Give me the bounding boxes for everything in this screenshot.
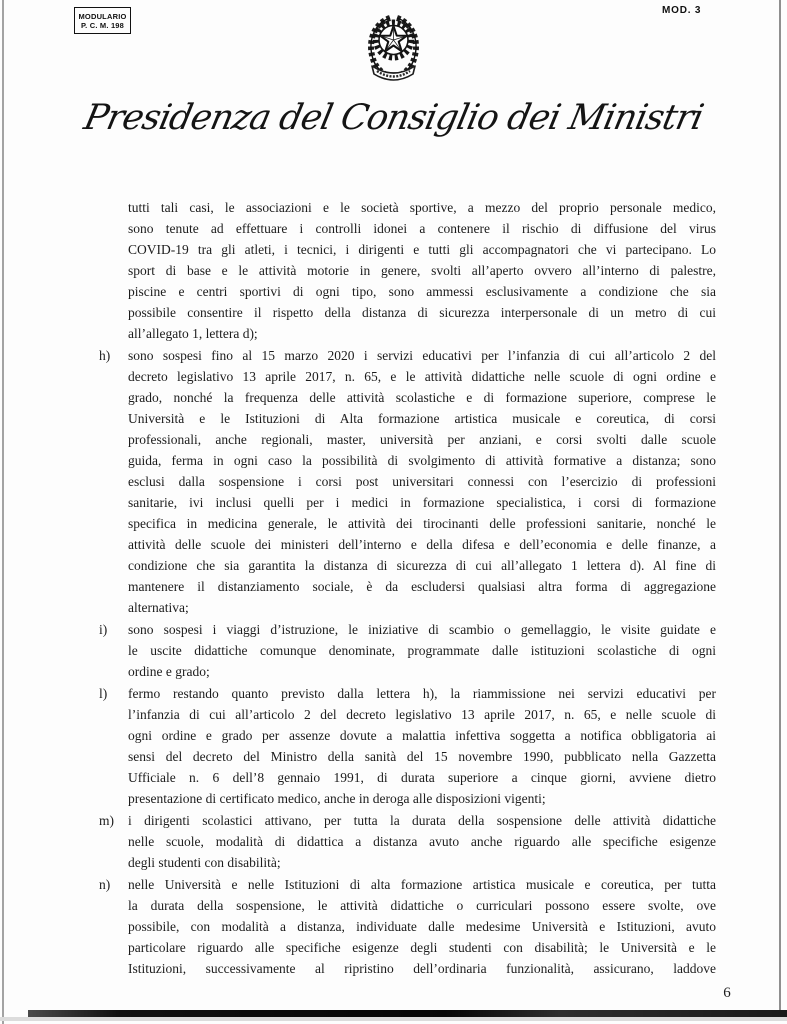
text-line: alternativa; bbox=[128, 600, 189, 615]
scan-edge-right bbox=[779, 0, 781, 1012]
clause-n bbox=[99, 874, 716, 979]
text-line: l’infanzia di cui all’articolo 2 del decreto legislativo 13 aprile 2017, n. 65, e nelle scuole di bbox=[128, 707, 716, 722]
text-line: Ufficiale n. 6 dell’8 gennaio 1991, di durata superiore a cinque giorni, avviene dietro bbox=[128, 770, 716, 785]
text-line: Università e le Istituzioni di Alta formazione artistica musicale e coreutica, di corsi bbox=[128, 411, 716, 426]
text-line: ogni ordine e grado per assenze dovute a malattia infettiva soggetta a notifica obbligatoria ai bbox=[128, 728, 716, 743]
text-line: COVID-19 tra gli atleti, i tecnici, i dirigenti e tutti gli accompagnatori che vi partecipano. Lo bbox=[128, 242, 716, 257]
document-body bbox=[99, 197, 716, 980]
text-line: specifica in medicina generale, le attività dei tirocinanti delle professioni sanitarie, nonché le bbox=[128, 516, 716, 531]
clause-letter: i) bbox=[99, 622, 108, 637]
text-line: i dirigenti scolastici attivano, per tutta la durata della sospensione delle attività didattiche bbox=[128, 813, 716, 828]
scan-bottom-haze bbox=[0, 1017, 787, 1021]
text-line: le uscite didattiche comunque denominate, programmate dalle istituzioni scolastiche di ogni bbox=[128, 643, 716, 658]
text-line: particolare riguardo alle specifiche esigenze degli studenti con disabilità; le Università e le bbox=[128, 940, 716, 955]
text-line: la durata della sospensione, le attività didattiche o curriculari possono essere svolte, ove bbox=[128, 898, 716, 913]
text-line: attività delle scuole dei ministeri dell’interno e della difesa e dell’economia e delle finanze, a bbox=[128, 537, 716, 552]
text-line: ordine e grado; bbox=[128, 664, 210, 679]
text-line: nelle Università e nelle Istituzioni di alta formazione artistica musicale e coreutica, per tutta bbox=[128, 877, 716, 892]
modulario-line1: MODULARIO bbox=[78, 11, 127, 21]
text-line: possibile, con modalità a distanza, individuate dalle medesime Università e Istituzioni, avuto bbox=[128, 919, 716, 934]
letterhead-script-title: Presidenza del Consiglio dei Ministri bbox=[80, 98, 707, 138]
text-line: sport di base e le attività motorie in genere, svolti all’aperto ovvero all’interno di palestre, bbox=[128, 263, 716, 278]
text-line: professionali, anche regionali, master, università per anziani, e corsi svolti dalle scuole bbox=[128, 432, 716, 447]
scan-bottom-band bbox=[28, 1010, 787, 1017]
clause-letter: h) bbox=[99, 348, 111, 363]
text-line: nelle scuole, modalità di didattica a distanza avuto anche riguardo alle specifiche esigenze bbox=[128, 834, 716, 849]
italian-republic-emblem-icon bbox=[362, 9, 425, 84]
text-line: grado, nonché la frequenza delle attività scolastiche e di formazione superiore, comprese le bbox=[128, 390, 716, 405]
clause-letter: m) bbox=[99, 813, 114, 828]
text-line: all’allegato 1, lettera d); bbox=[128, 326, 258, 341]
text-line: condizione che sia garantita la distanza di sicurezza di cui all’allegato 1 lettera d). Al fine di bbox=[128, 558, 716, 573]
mod-label: MOD. 3 bbox=[662, 5, 702, 16]
text-line: possibile consentire il rispetto della distanza di sicurezza interpersonale di un metro di cui bbox=[128, 305, 716, 320]
modulario-line2: P. C. M. 198 bbox=[80, 20, 125, 30]
clause-h bbox=[99, 345, 716, 618]
text-line: Istituzioni, successivamente al ripristino dell’ordinaria funzionalità, assicurano, laddove bbox=[128, 961, 716, 976]
text-line: esclusi dalla sospensione i corsi post universitari connessi con l’esercizio di professioni bbox=[128, 474, 716, 489]
clause-l bbox=[99, 683, 716, 809]
text-line: mantenere il distanziamento sociale, è da escludersi qualsiasi altra forma di aggregazione bbox=[128, 579, 716, 594]
text-line: fermo restando quanto previsto dalla lettera h), la riammissione nei servizi educativi per bbox=[128, 686, 716, 701]
paragraph-continuation bbox=[128, 197, 716, 344]
clause-letter: n) bbox=[99, 877, 111, 892]
text-line: decreto legislativo 13 aprile 2017, n. 65, e le attività didattiche nelle scuole di ogni ordine e bbox=[128, 369, 716, 384]
text-line: degli studenti con disabilità; bbox=[128, 855, 281, 870]
text-line: presentazione di certificato medico, anche in deroga alle disposizioni vigenti; bbox=[128, 791, 546, 806]
scan-edge-left bbox=[2, 0, 4, 1024]
clause-m bbox=[99, 810, 716, 873]
text-line: piscine e centri sportivi di ogni tipo, sono ammessi esclusivamente a condizione che sia bbox=[128, 284, 716, 299]
text-line: sanitarie, ivi inclusi quelli per i medici in formazione specialistica, i corsi di formazione bbox=[128, 495, 716, 510]
text-line: tutti tali casi, le associazioni e le società sportive, a mezzo del proprio personale medico, bbox=[128, 200, 716, 215]
text-line: guida, ferma in ogni caso la possibilità di svolgimento di attività formative a distanza; sono bbox=[128, 453, 716, 468]
clause-i bbox=[99, 619, 716, 682]
clause-letter: l) bbox=[99, 686, 108, 701]
page-number: 6 bbox=[723, 985, 731, 1001]
modulario-stamp bbox=[74, 7, 131, 34]
text-line: sono sospesi i viaggi d’istruzione, le iniziative di scambio o gemellaggio, le visite guidate e bbox=[128, 622, 716, 637]
text-line: sono sospesi fino al 15 marzo 2020 i servizi educativi per l’infanzia di cui all’articolo 2 del bbox=[128, 348, 716, 363]
text-line: sono tenute ad effettuare i controlli idonei a contenere il rischio di diffusione del virus bbox=[128, 221, 716, 236]
text-line: sensi del decreto del Ministro della sanità del 15 novembre 1990, pubblicato nella Gazzetta bbox=[128, 749, 716, 764]
